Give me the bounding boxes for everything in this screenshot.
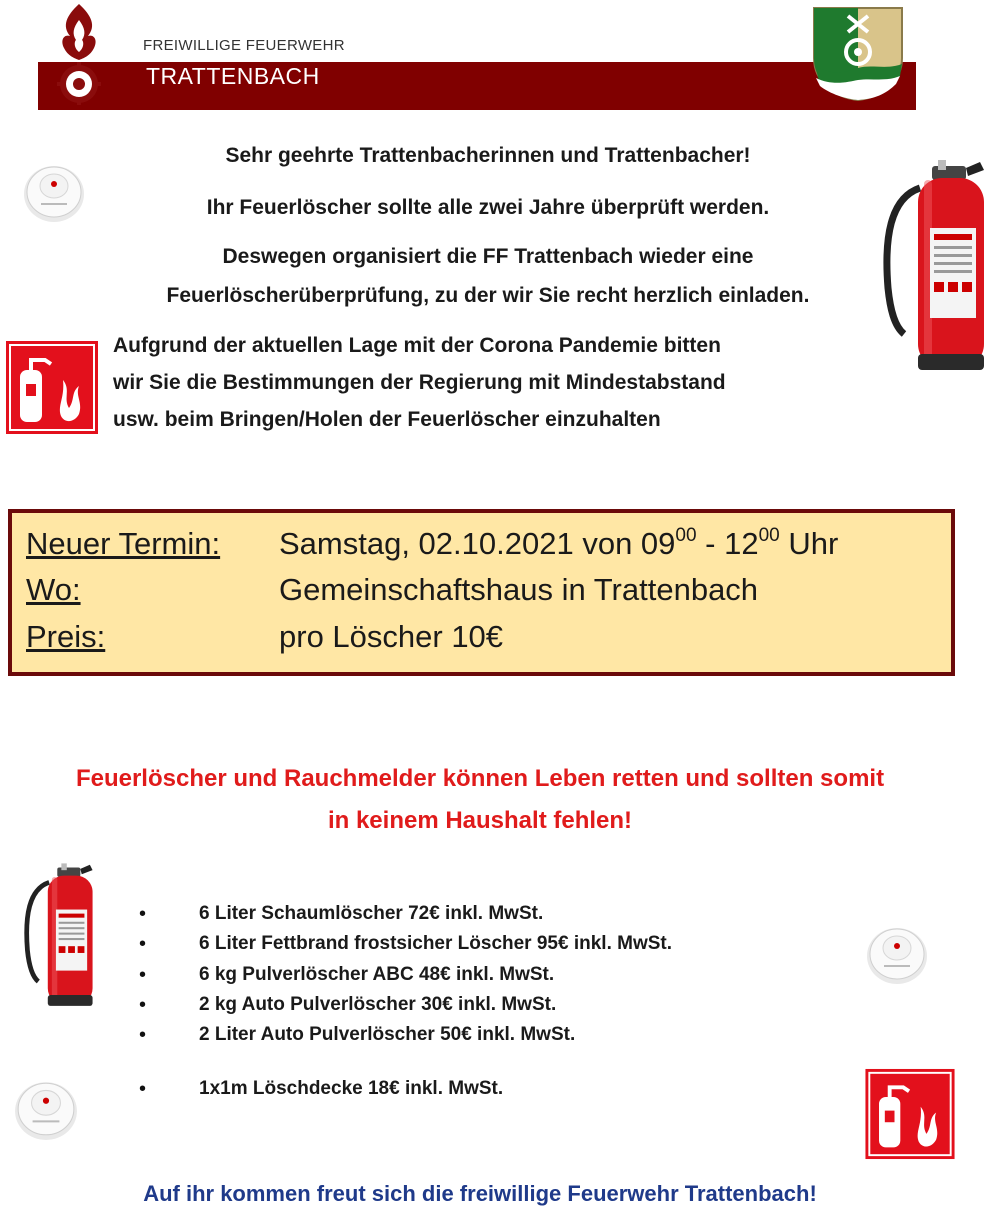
list-bullet: • — [139, 903, 147, 925]
org-line: FREIWILLIGE FEUERWEHR — [143, 37, 345, 54]
location-value: Gemeinschaftshaus in Trattenbach — [279, 572, 759, 607]
list-bullet: • — [139, 994, 147, 1016]
corona-notice-line: Aufgrund der aktuellen Lage mit der Corona Pandemie bitten — [113, 334, 721, 357]
list-bullet: • — [139, 933, 147, 955]
start-minutes: 00 — [675, 525, 697, 546]
date-prefix: Samstag, 02.10.2021 von 09 — [279, 526, 676, 561]
organize-line: Feuerlöscherüberprüfung, zu der wir Sie recht herzlich einladen. — [166, 284, 810, 307]
list-item: 6 Liter Schaumlöscher 72€ inkl. MwSt. — [199, 903, 544, 924]
corona-notice-line: wir Sie die Bestimmungen der Regierung mit Mindestabstand — [113, 371, 726, 394]
list-item: 2 kg Auto Pulverlöscher 30€ inkl. MwSt. — [199, 994, 557, 1015]
date-suffix: Uhr — [779, 526, 839, 561]
check-note: Ihr Feuerlöscher sollte alle zwei Jahre überprüft werden. — [206, 196, 770, 219]
fire-extinguisher-sign-icon — [864, 1068, 956, 1160]
list-bullet: • — [139, 1024, 147, 1046]
fire-brigade-logo — [48, 2, 110, 106]
greeting: Sehr geehrte Trattenbacherinnen und Trattenbacher! — [225, 144, 751, 167]
list-bullet: • — [139, 964, 147, 986]
end-minutes: 00 — [758, 525, 780, 546]
warning-line: in keinem Haushalt fehlen! — [327, 807, 633, 834]
date-value — [279, 526, 838, 562]
smoke-detector-icon — [14, 1076, 78, 1142]
closing-line: Auf ihr kommen freut sich die freiwillige Feuerwehr Trattenbach! — [143, 1181, 817, 1206]
organize-line: Deswegen organisiert die FF Trattenbach wieder eine — [222, 245, 754, 268]
price-label: Preis: — [26, 619, 106, 654]
fire-extinguisher-icon — [22, 858, 98, 1014]
date-label: Neuer Termin: — [26, 526, 221, 561]
municipal-crest-icon — [812, 6, 904, 102]
list-item: 1x1m Löschdecke 18€ inkl. MwSt. — [199, 1078, 504, 1099]
list-bullet: • — [139, 1078, 147, 1100]
fire-extinguisher-sign-icon — [5, 340, 99, 435]
list-item: 2 Liter Auto Pulverlöscher 50€ inkl. MwSt. — [199, 1024, 576, 1045]
corona-notice-line: usw. beim Bringen/Holen der Feuerlöscher einzuhalten — [113, 408, 661, 431]
list-item: 6 kg Pulverlöscher ABC 48€ inkl. MwSt. — [199, 964, 555, 985]
location-label: Wo: — [26, 572, 81, 607]
list-item: 6 Liter Fettbrand frostsicher Löscher 95€ inkl. MwSt. — [199, 933, 673, 954]
org-name: TRATTENBACH — [146, 63, 320, 89]
price-value: pro Löscher 10€ — [279, 619, 504, 654]
date-separator: - 12 — [696, 526, 759, 561]
smoke-detector-icon — [866, 922, 928, 986]
warning-line: Feuerlöscher und Rauchmelder können Leben retten und sollten somit — [75, 765, 885, 792]
